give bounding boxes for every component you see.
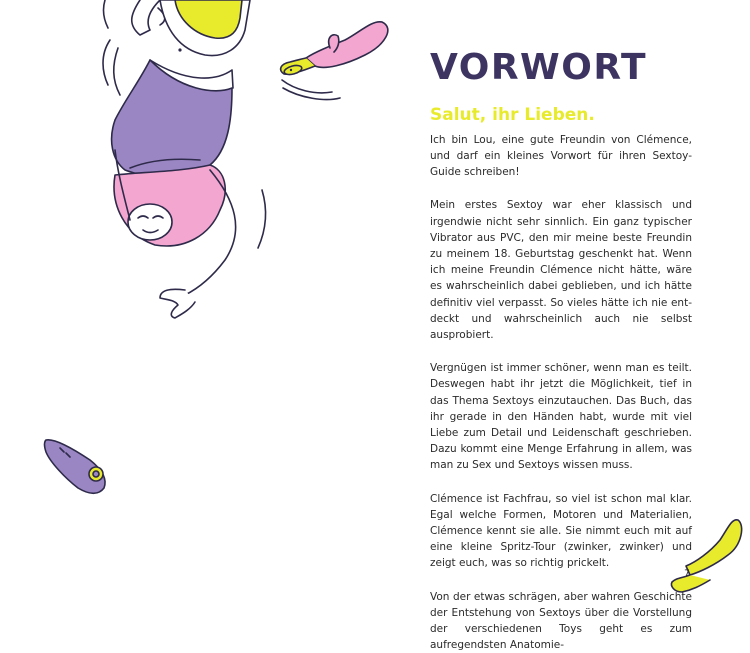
pink-rabbit-vibrator-icon <box>281 22 388 100</box>
paragraph-first-toy: Mein erstes Sextoy war eher klassisch und irgendwie nicht sehr sinnlich. Ein ganz typischer Vibrator aus PVC, den mir meine beste Freundin zu meinem 18. Geburtstag geschenkt hat. Wenn ich meine Freundin Clémence nicht hätte, wäre es wahrscheinlich dabei geblieben, und ich hätte definitiv viel verpasst. So vieles hätte ich nie entdeckt und wahrscheinlich auch nie selbst ausprobiert. <box>430 199 692 341</box>
paragraph-clemence: Clémence ist Fachfrau, so viel ist schon mal klar. Egal welche Formen, Motoren und Materialien, Clémence kennt sie alle. Sie nimmt euch mit auf eine kleine Spritz-Tour (zwinker, zwinker) und zeigt euch, was so richtig prickelt. <box>430 492 692 570</box>
purple-suction-toy-icon <box>45 440 106 493</box>
woman-falling-upside-down-illustration <box>103 0 265 318</box>
preface-text-column <box>430 47 692 653</box>
paragraph-history: Von der etwas schrägen, aber wahren Geschichte der Entstehung von Sextoys über die Vorstellung der verschiedenen Toys geht es zum aufregendsten Anatomie- <box>430 590 692 652</box>
page-number: 7 <box>684 569 690 579</box>
paragraph-intro: Ich bin Lou, eine gute Freundin von Clémence, und darf ein kleines Vorwort für ihren Sextoy-Guide schreiben! <box>430 133 692 179</box>
greeting-subtitle: Salut, ihr Lieben. <box>430 105 595 125</box>
page-title: VORWORT <box>430 47 648 88</box>
paragraph-sharing: Vergnügen ist immer schöner, wenn man es teilt. Deswegen habt ihr jetzt die Möglichkeit, tief in das Thema Sextoys einzutauchen. Das Buch, das ihr gerade in den Händen habt, wurde mit viel Liebe zum Detail und Leidenschaft geschrieben. Dazu kommt eine Menge Erfahrung in allem, was man zu Sex und Sextoys wissen muss. <box>430 362 692 472</box>
